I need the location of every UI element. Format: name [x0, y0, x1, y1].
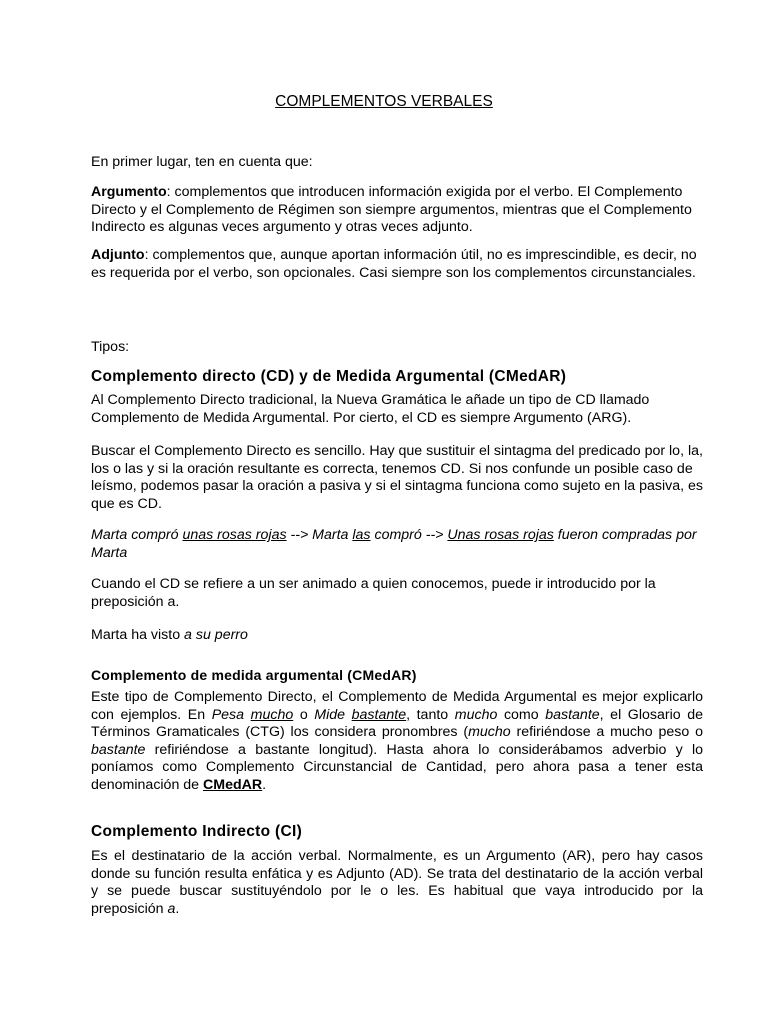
cd-paragraph-1: Al Complemento Directo tradicional, la Nueva Gramática le añade un tipo de CD llamado Complemento de Medida Argumental. Por cierto, el CD es siempre Argumento (ARG). [91, 392, 650, 426]
argumento-term: Argumento [91, 184, 167, 200]
cmedar-italic: bastante [545, 706, 600, 723]
example-underlined-cd: unas rosas rojas [182, 527, 287, 543]
cmedar-text: refiriéndose a bastante longitud). Hasta ahora lo considerábamos adverbio y lo poníamos como Complemento Circunstancial de Cantidad, pero ahora pasa a tener esta denominación de [91, 741, 703, 793]
tipos-label: Tipos: [91, 339, 130, 355]
cmedar-italic: bastante [91, 741, 146, 758]
example-text: compró --> [370, 527, 448, 543]
argumento-paragraph [91, 184, 703, 237]
cd-paragraph-3: Cuando el CD se refiere a un ser animado a quien conocemos, puede ir introducido por la preposición a. [91, 576, 656, 610]
example-text: fueron compradas por Marta [91, 527, 697, 561]
cmedar-text: , tanto [406, 706, 455, 723]
cmedar-text: o [293, 706, 315, 723]
cmedar-text: como [497, 706, 546, 723]
cd-section-heading: Complemento directo (CD) y de Medida Argumental (CMedAR) [91, 368, 567, 385]
document-title: COMPLEMENTOS VERBALES [275, 93, 493, 110]
cmedar-text [345, 707, 352, 723]
cmedar-underlined: bastante [351, 706, 407, 723]
cmedar-underlined: mucho [250, 706, 294, 723]
ci-text: . [175, 900, 180, 917]
cmedar-italic: mucho [468, 724, 511, 740]
adjunto-paragraph [91, 247, 703, 282]
cd-paragraph-2: Buscar el Complemento Directo es sencillo. Hay que sustituir el sintagma del predicado por lo, la, los o las y si la oración resultante es correcta, tenemos CD. Si nos confunde un posible caso de leísmo, podemos pasar la oración a pasiva y si el sintagma funciona como sujeto en la pasiva, es que es CD. [91, 443, 703, 512]
cmedar-term-underlined: CMedAR [203, 776, 263, 793]
cmedar-text: . [262, 776, 267, 793]
ci-text: Es el destinatario de la acción verbal. Normalmente, es un Argumento (AR), pero hay casos donde su función resulta enfática y es Adjunto (AD). Se trata del destinatario de la acción verbal y se puede buscar sustituyéndolo por le o les. Es habitual que vaya introducido por la preposición [91, 848, 703, 917]
example-text: Marta compró [91, 527, 183, 543]
cmedar-italic: Pesa [211, 706, 245, 723]
cmedar-italic: mucho [454, 706, 498, 723]
argumento-text: : complementos que introducen información exigida por el verbo. El Complemento Directo y el Complemento de Régimen son siempre argumentos, mientras que el Complemento Indirecto es algunas veces argumento y otras veces adjunto. [91, 184, 692, 235]
adjunto-text: : complementos que, aunque aportan información útil, no es imprescindible, es decir, no es requerida por el verbo, son opcionales. Casi siempre son los complementos circunstanciales. [91, 247, 697, 281]
cmedar-text: , el Glosario de Términos Gramaticales (CTG) los considera pronombres ( [91, 706, 703, 740]
example2-italic: a su perro [184, 627, 248, 643]
ci-italic: a [167, 900, 176, 917]
example-text: --> Marta [286, 527, 353, 543]
ci-paragraph [91, 848, 703, 918]
cmedar-italic: Mide [314, 706, 346, 723]
example2-text: Marta ha visto [91, 627, 185, 643]
cmedar-text [244, 707, 251, 723]
example-underlined-pronoun: las [352, 527, 371, 543]
cd-example-2 [91, 627, 703, 645]
cd-example-1 [91, 527, 703, 562]
example-underlined-subject: Unas rosas rojas [447, 527, 554, 543]
cmedar-text: refiriéndose a mucho peso o [510, 724, 703, 740]
cmedar-paragraph [91, 689, 703, 794]
cmedar-text: Este tipo de Complemento Directo, el Complemento de Medida Argumental es mejor explicarlo con ejemplos. En [91, 689, 703, 723]
ci-section-heading: Complemento Indirecto (CI) [91, 823, 303, 840]
cmedar-section-heading: Complemento de medida argumental (CMedAR) [91, 667, 417, 683]
adjunto-term: Adjunto [91, 247, 145, 263]
intro-paragraph: En primer lugar, ten en cuenta que: [91, 154, 313, 170]
